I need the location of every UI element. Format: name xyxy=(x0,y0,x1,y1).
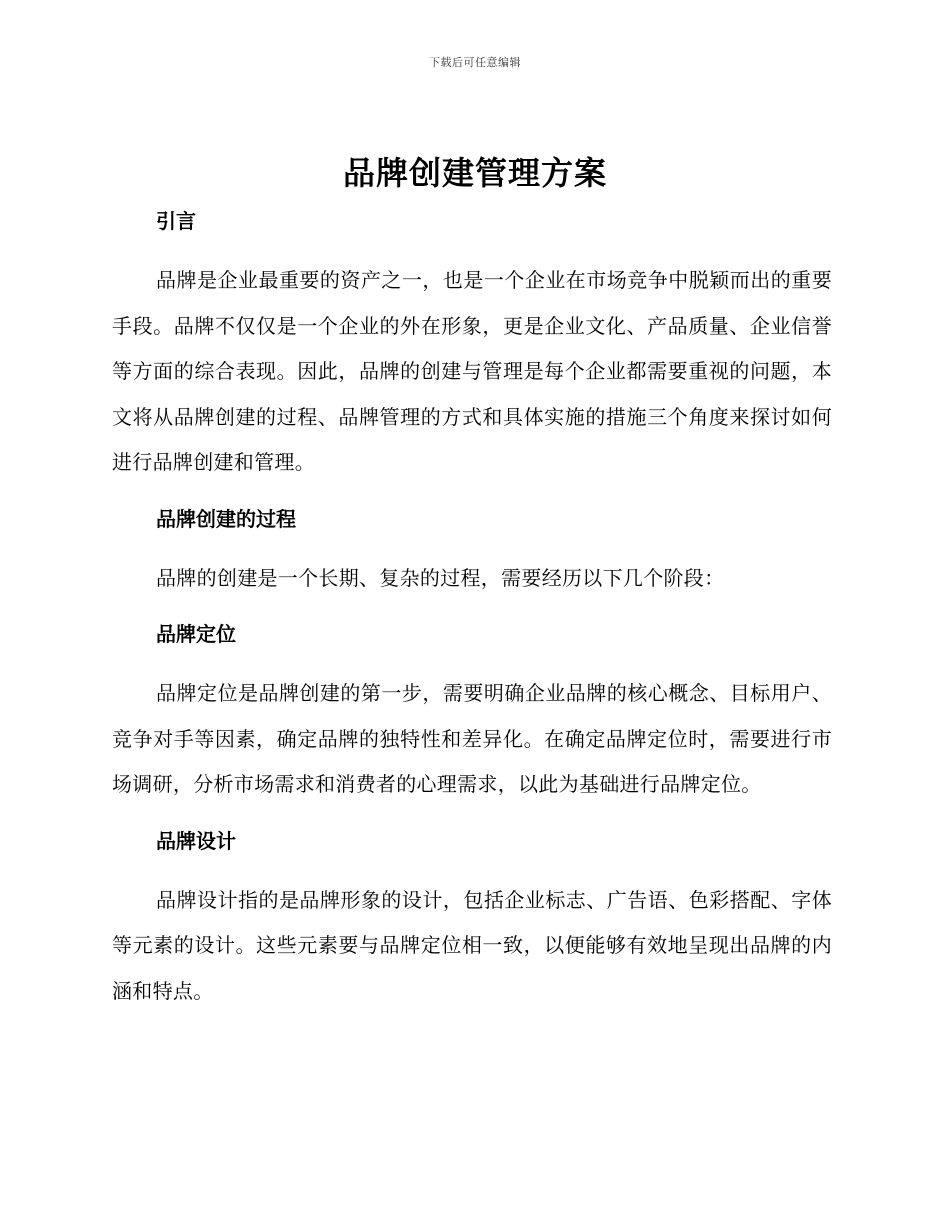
paragraph-design: 品牌设计指的是品牌形象的设计，包括企业标志、广告语、色彩搭配、字体等元素的设计。这些元素要与品牌定位相一致，以便能够有效地呈现出品牌的内涵和特点。 xyxy=(112,887,832,1003)
paragraph-positioning: 品牌定位是品牌创建的第一步，需要明确企业品牌的核心概念、目标用户、竞争对手等因素，确定品牌的独特性和差异化。在确定品牌定位时，需要进行市场调研，分析市场需求和消费者的心理需求，以此为基础进行品牌定位。 xyxy=(112,681,832,796)
document-title: 品牌创建管理方案 xyxy=(342,154,607,192)
section-heading-intro: 引言 xyxy=(156,209,196,233)
document-body xyxy=(112,202,832,1014)
paragraph-creation-process: 品牌的创建是一个长期、复杂的过程，需要经历以下几个阶段： xyxy=(156,565,725,590)
section-heading-design: 品牌设计 xyxy=(156,828,236,853)
header-note: 下载后可任意编辑 xyxy=(429,56,521,69)
section-heading-creation-process: 品牌创建的过程 xyxy=(156,506,296,531)
section-heading-positioning: 品牌定位 xyxy=(156,622,236,646)
paragraph-intro: 品牌是企业最重要的资产之一，也是一个企业在市场竞争中脱颖而出的重要手段。品牌不仅仅是一个企业的外在形象，更是企业文化、产品质量、企业信誉等方面的综合表现。因此，品牌的创建与管理是每个企业都需要重视的问题，本文将从品牌创建的过程、品牌管理的方式和具体实施的措施三个角度来探讨如何进行品牌创建和管理。 xyxy=(112,268,832,474)
